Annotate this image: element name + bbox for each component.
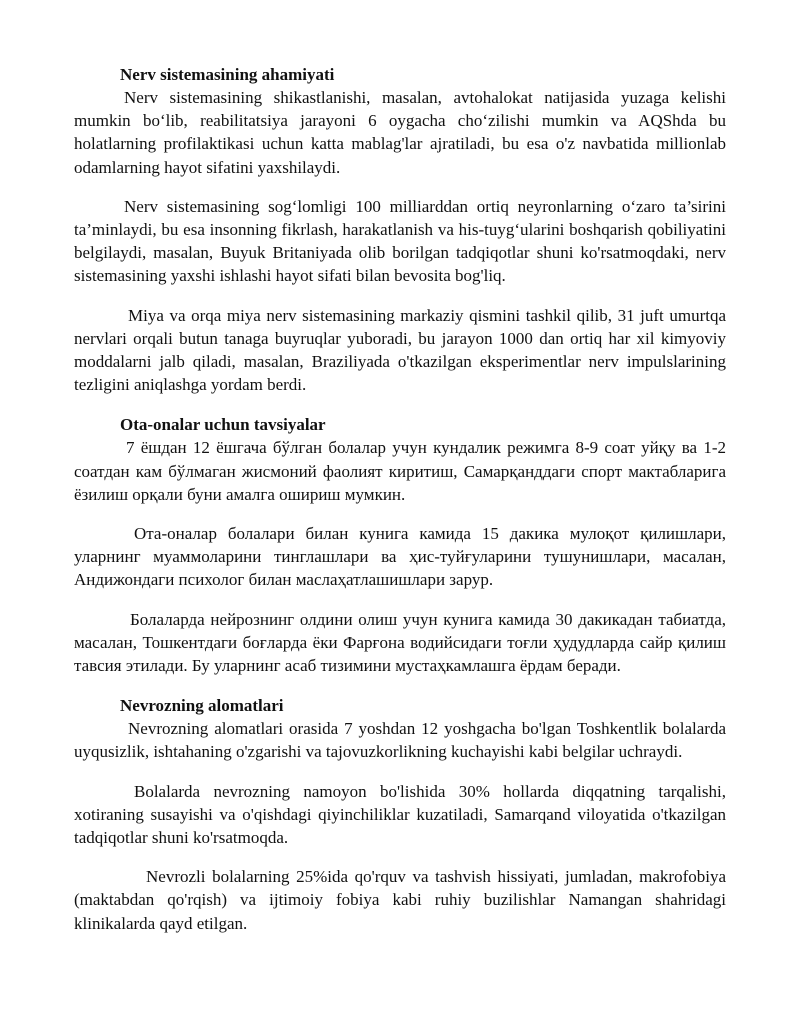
section-heading-ota-onalar: Ota-onalar uchun tavsiyalar bbox=[120, 415, 326, 435]
paragraph: Ота-оналар болалари билан кунига камида 15 дакика мулоқот қилишлари, уларнинг муаммоларини тинглашлари ва ҳис-туйғуларини тушунишлари, масалан, Андижондаги психолог билан маслаҳатлашишлари зарур. bbox=[74, 524, 726, 590]
paragraph: 7 ёшдан 12 ёшгача бўлган болалар учун кундалик режимга 8-9 соат уйқу ва 1-2 соатдан кам бўлмаган жисмоний фаолият киритиш, Самарқанддаги спорт мактабларига ёзилиш орқали буни амалга ошириш мумкин. bbox=[74, 438, 726, 504]
paragraph: Nevrozning alomatlari orasida 7 yoshdan 12 yoshgacha bo'lgan Toshkentlik bolalarda uyqusizlik, ishtahaning o'zgarishi va tajovuzkorlikning kuchayishi kabi belgilar uchraydi. bbox=[74, 719, 726, 762]
section-heading-nevroz-alomatlari: Nevrozning alomatlari bbox=[120, 696, 284, 716]
section-heading-nerv-ahamiyati: Nerv sistemasining ahamiyati bbox=[120, 65, 335, 84]
paragraph: Bolalarda nevrozning namoyon bo'lishida 30% hollarda diqqatning tarqalishi, xotiraning susayishi va o'qishdagi qiyinchiliklar kuzatiladi, Samarqand viloyatida o'tkazilgan tadqiqotlar shuni ko'rsatmoqda. bbox=[74, 781, 726, 848]
paragraph: Nerv sistemasining shikastlanishi, masalan, avtohalokat natijasida yuzaga kelishi mumkin bo‘lib, reabilitatsiya jarayoni 6 oygacha cho‘zilishi mumkin va AQShda bu holatlarning profilaktikasi uchun katta mablag'lar ajratiladi, bu esa o'z navbatida millionlab odamlarning hayot sifatini yaxshilaydi. bbox=[74, 88, 726, 177]
paragraph: Болаларда нейрознинг олдини олиш учун кунига камида 30 дакикадан табиатда, масалан, Тошкентдаги боғларда ёки Фарғона водийсидаги тоғли ҳудудларда сайр қилиш тавсия этилади. Бу уларнинг асаб тизимини мустаҳкамлашга ёрдам беради. bbox=[74, 609, 726, 676]
paragraph: Nevrozli bolalarning 25%ida qo'rquv va tashvish hissiyati, jumladan, makrofobiya (maktabdan qo'rqish) va ijtimoiy fobiya kabi ruhiy buzilishlar Namangan shahridagi klinikalarda qayd etilgan. bbox=[74, 867, 726, 933]
document-page bbox=[74, 64, 726, 935]
paragraph: Miya va orqa miya nerv sistemasining markaziy qismini tashkil qilib, 31 juft umurtqa nervlari orqali butun tanaga buyruqlar yuboradi, bu jarayon 1000 dan ortiq har xil kimyoviy moddalarni jalb qiladi, masalan, Braziliyada o'tkazilgan eksperimentlar nerv impulslarining tezligini aniqlashga yordam berdi. bbox=[74, 305, 726, 395]
paragraph: Nerv sistemasining sog‘lomligi 100 milliarddan ortiq neyronlarning o‘zaro ta’sirini ta’minlaydi, bu esa insonning fikrlash, harakatlanish va his-tuyg‘ularini boshqarish qobiliyatini belgilaydi, masalan, Buyuk Britaniyada olib borilgan tadqiqotlar shuni ko'rsatmoqdaki, nerv sistemasining yaxshi ishlashi hayot sifati bilan bevosita bog'liq. bbox=[74, 196, 726, 286]
